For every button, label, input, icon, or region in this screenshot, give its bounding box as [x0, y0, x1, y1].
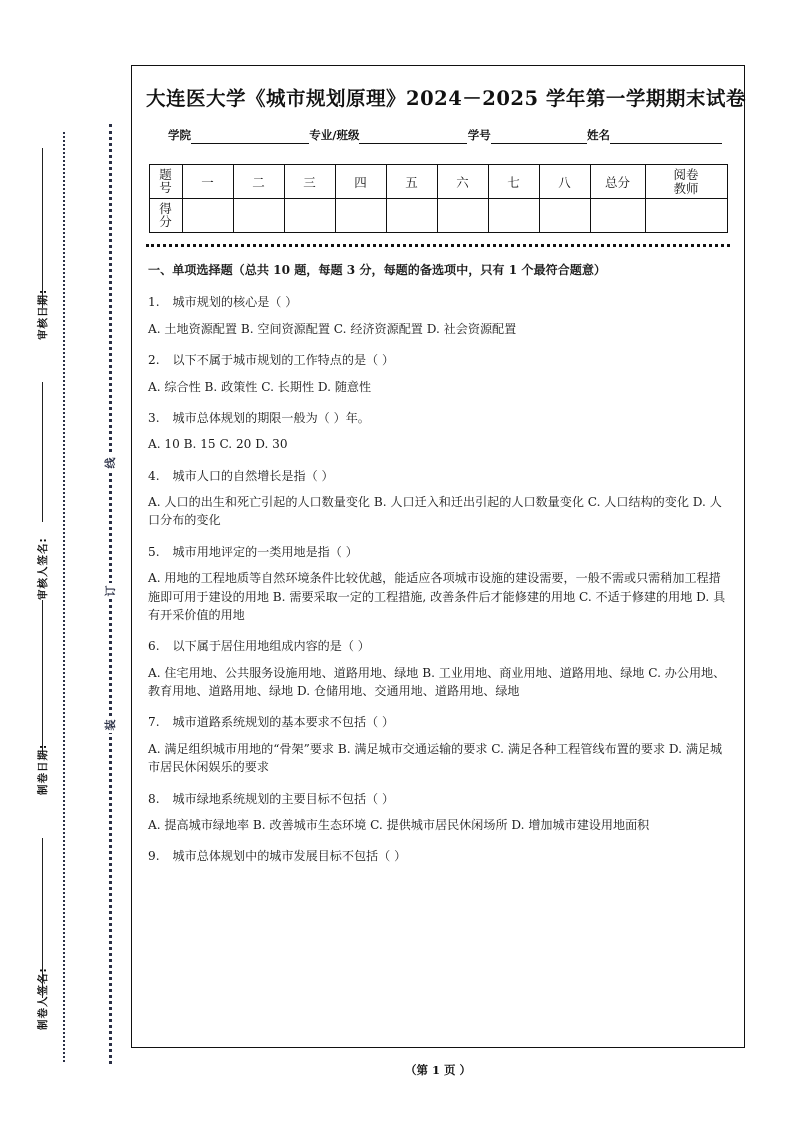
- question-stem-4: [148, 467, 728, 485]
- question-options-3: A. 10 B. 15 C. 20 D. 30: [148, 437, 288, 452]
- margin-label-paper-date: 制卷日期:: [37, 743, 49, 795]
- question-options-6: A. 住宅用地、公共服务设施用地、道路用地、绿地 B. 工业用地、商业用地、道路用地、绿地 C. 办公用地、教育用地、道路用地、绿地 D. 仓储用地、交通用地、道路用地、绿地: [148, 665, 726, 698]
- score-cell-6[interactable]: [437, 199, 488, 233]
- question-stem-3: [148, 409, 728, 427]
- question-number-1: 1.: [148, 295, 160, 310]
- question-stem-6: [148, 637, 728, 655]
- question-text-3: 城市总体规划的期限一般为（ ）年。: [172, 410, 370, 425]
- field-name-label: 姓名: [587, 128, 610, 142]
- question-number-8: 8.: [148, 791, 160, 806]
- question-options-1: A. 土地资源配置 B. 空间资源配置 C. 经济资源配置 D. 社会资源配置: [148, 321, 517, 336]
- score-cell-teacher[interactable]: [645, 199, 727, 233]
- stub-char-2: 号: [159, 179, 172, 195]
- question-text-5: 城市用地评定的一类用地是指（ ）: [172, 544, 358, 559]
- binding-char-xian: 线: [99, 455, 121, 471]
- question-options-4: A. 人口的出生和死亡引起的人口数量变化 B. 人口迁入和迁出引起的人口数量变化 C. 人口结构的变化 D. 人口分布的变化: [148, 495, 722, 528]
- score-cell-8[interactable]: [539, 199, 590, 233]
- question-text-7: 城市道路系统规划的基本要求不包括（ ）: [172, 715, 395, 730]
- table-row-question-numbers: [149, 165, 727, 199]
- section-heading: 一、单项选择题（总共 10 题，每题 3 分，每题的备选项中，只有 1 个最符合题意）: [148, 263, 607, 277]
- question-number-4: 4.: [148, 468, 160, 483]
- table-row-scores: [149, 199, 727, 233]
- question-number-6: 6.: [148, 639, 160, 654]
- field-student-id-blank[interactable]: [491, 130, 587, 144]
- question-text-6: 以下属于居住用地组成内容的是（ ）: [172, 639, 370, 654]
- student-info-line: [168, 127, 722, 144]
- margin-label-author-signature: 制卷人签名:: [37, 967, 49, 1030]
- margin-rule-3: [42, 600, 43, 755]
- question-options-2: A. 综合性 B. 政策性 C. 长期性 D. 随意性: [148, 379, 372, 394]
- question-stem-8: [148, 790, 728, 808]
- score-table: [149, 164, 728, 233]
- question-stem-2: [148, 351, 728, 369]
- question-stem-7: [148, 713, 728, 731]
- question-body: [146, 247, 730, 866]
- question-number-3: 3.: [148, 410, 160, 425]
- score-cell-4[interactable]: [335, 199, 386, 233]
- score-col-3: 三: [284, 165, 335, 199]
- page-footer: （第 1 页 ）: [404, 1063, 471, 1077]
- question-number-7: 7.: [148, 715, 160, 730]
- binding-char-zhuang: 装: [99, 717, 121, 733]
- question-options-8: A. 提高城市绿地率 B. 改善城市生态环境 C. 提供城市居民休闲场所 D. 增加城市建设用地面积: [148, 817, 650, 832]
- exam-sheet: [131, 65, 745, 1048]
- question-text-9: 城市总体规划中的城市发展目标不包括（ ）: [172, 849, 407, 864]
- field-student-id[interactable]: [468, 127, 587, 144]
- left-margin-column: [0, 0, 131, 1122]
- field-student-id-label: 学号: [467, 128, 491, 142]
- question-number-2: 2.: [148, 353, 160, 368]
- stub-char-3: 得: [159, 200, 172, 216]
- field-college[interactable]: [168, 127, 309, 144]
- score-cell-3[interactable]: [284, 199, 335, 233]
- stub-char-1: 题: [159, 166, 172, 182]
- teacher-label-line-2: 教师: [673, 180, 699, 196]
- binding-char-ding: 订: [99, 583, 121, 599]
- margin-label-review-date: 审核日期:: [37, 288, 49, 340]
- question-stem-9: [148, 847, 728, 865]
- score-col-total: 总分: [590, 165, 645, 199]
- question-stem-1: [148, 293, 728, 311]
- question-options-7: A. 满足组织城市用地的“骨架”要求 B. 满足城市交通运输的要求 C. 满足各种工程管线布置的要求 D. 满足城市居民休闲娱乐的要求: [148, 741, 723, 775]
- question-stem-5: [148, 543, 728, 561]
- question-text-8: 城市绿地系统规划的主要目标不包括（ ）: [172, 791, 395, 806]
- outer-dotted-line: [63, 132, 65, 1062]
- field-name[interactable]: [587, 127, 722, 144]
- score-col-4: 四: [335, 165, 386, 199]
- field-name-blank[interactable]: [610, 130, 722, 144]
- question-number-5: 5.: [148, 544, 160, 559]
- score-col-7: 七: [488, 165, 539, 199]
- score-table-stub-score: [149, 199, 182, 233]
- field-major-class[interactable]: [309, 127, 467, 144]
- field-college-blank[interactable]: [191, 130, 309, 144]
- question-number-9: 9.: [148, 849, 160, 864]
- teacher-label-line-1: 阅卷: [673, 167, 699, 183]
- field-major-class-blank[interactable]: [359, 130, 467, 144]
- field-major-class-label: 专业/班级: [309, 128, 360, 142]
- score-cell-total[interactable]: [590, 199, 645, 233]
- score-col-1: 一: [182, 165, 233, 199]
- score-cell-1[interactable]: [182, 199, 233, 233]
- question-text-1: 城市规划的核心是（ ）: [172, 295, 298, 310]
- question-text-2: 以下不属于城市规划的工作特点的是（ ）: [172, 353, 395, 368]
- margin-rule-1: [42, 148, 43, 308]
- score-cell-2[interactable]: [233, 199, 284, 233]
- question-text-4: 城市人口的自然增长是指（ ）: [172, 468, 334, 483]
- score-col-5: 五: [386, 165, 437, 199]
- stub-char-4: 分: [159, 213, 172, 229]
- score-table-stub-question-number: [149, 165, 182, 199]
- score-col-2: 二: [233, 165, 284, 199]
- score-col-8: 八: [539, 165, 590, 199]
- margin-rule-2: [42, 382, 43, 522]
- field-college-label: 学院: [168, 128, 191, 142]
- page-title: 大连医大学《城市规划原理》2024－2025 学年第一学期期末试卷: [146, 87, 746, 110]
- score-cell-7[interactable]: [488, 199, 539, 233]
- score-col-teacher: [645, 165, 727, 199]
- margin-label-reviewer-signature: 审核人签名:: [37, 537, 49, 600]
- score-col-6: 六: [437, 165, 488, 199]
- score-cell-5[interactable]: [386, 199, 437, 233]
- question-options-5: A. 用地的工程地质等自然环境条件比较优越，能适应各项城市设施的建设需要，一般不需或只需稍加工程措施即可用于建设的用地 B. 需要采取一定的工程措施, 改善条件后才能修建的用地 C. 不适于修建的用地 D. 具有开采价值的用地: [148, 571, 726, 622]
